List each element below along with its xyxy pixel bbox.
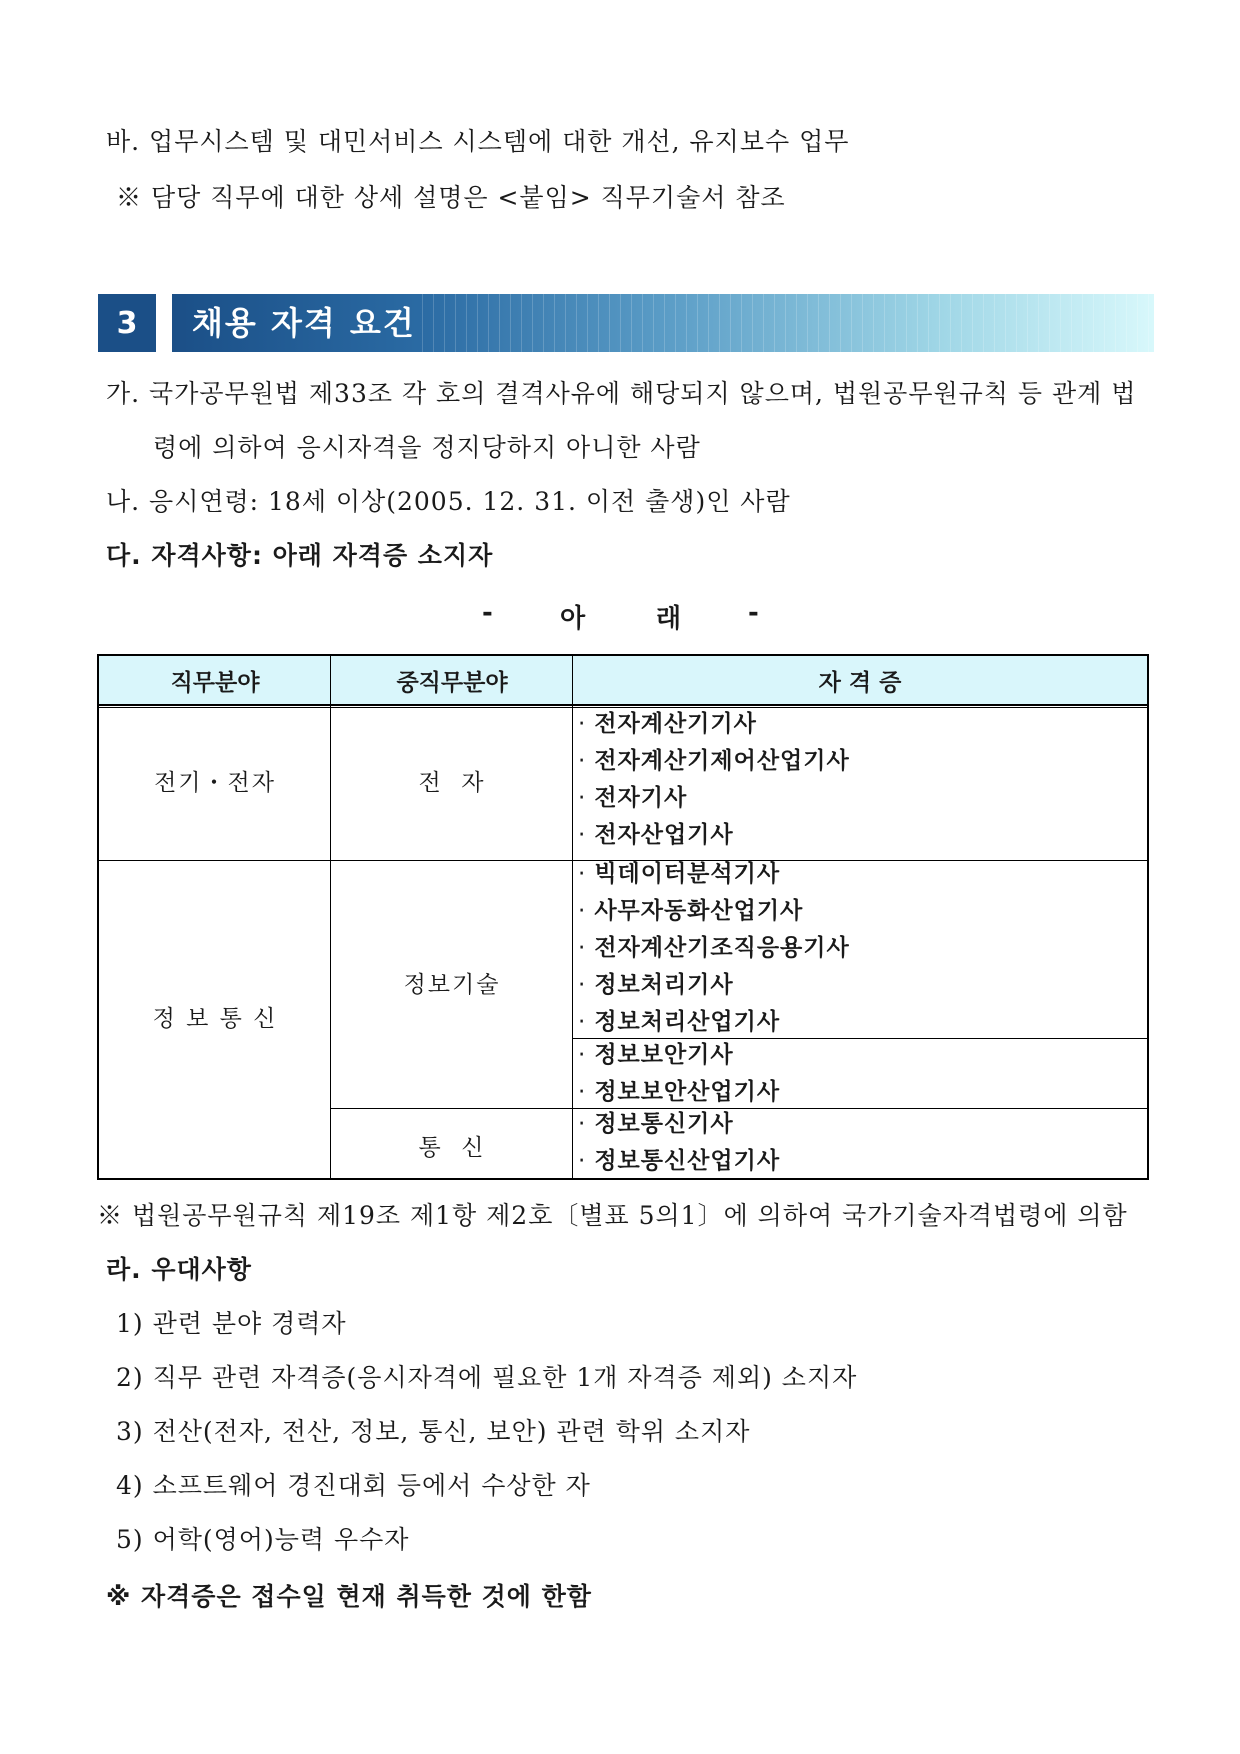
requirement-ga-line2: 령에 의하여 응시자격을 정지당하지 아니한 사람 — [153, 433, 701, 462]
field-info-comm: 정 보 통 신 — [152, 1006, 278, 1032]
preference-item: 5) 어학(영어)능력 우수자 — [116, 1525, 410, 1554]
requirement-ga-line1: 가. 국가공무원법 제33조 각 호의 결격사유에 해당되지 않으며, 법원공무원규칙 등 관계 법 — [106, 379, 1137, 408]
cert-item: · 정보보안산업기사 — [578, 1079, 781, 1105]
cert-item: · 전자계산기기사 — [578, 711, 757, 737]
below-a: 아 — [560, 604, 586, 634]
preference-item: 2) 직무 관련 자격증(응시자격에 필요한 1개 자격증 제외) 소지자 — [116, 1363, 858, 1392]
header-certificate: 자 격 증 — [573, 656, 1147, 704]
cert-item: · 정보통신기사 — [578, 1111, 734, 1137]
header-job-field: 직무분야 — [99, 656, 331, 704]
cert-item: · 전자산업기사 — [578, 822, 734, 848]
subfield-comm: 통 신 — [418, 1135, 486, 1161]
final-note: ※ 자격증은 접수일 현재 취득한 것에 한함 — [106, 1582, 592, 1611]
cert-item: · 전자계산기제어산업기사 — [578, 748, 850, 774]
cert-item: · 정보처리기사 — [578, 972, 734, 998]
cert-item: · 전자계산기조직응용기사 — [578, 935, 850, 961]
job-item-ba: 바. 업무시스템 및 대민서비스 시스템에 대한 개선, 유지보수 업무 — [106, 127, 850, 156]
job-description-note: ※ 담당 직무에 대한 상세 설명은 <붙임> 직무기술서 참조 — [116, 183, 786, 212]
subfield-info-tech: 정보기술 — [403, 972, 501, 998]
requirement-na: 나. 응시연령: 18세 이상(2005. 12. 31. 이전 출생)인 사람 — [106, 487, 791, 516]
cert-item: · 사무자동화산업기사 — [578, 898, 804, 924]
cert-item: · 전자기사 — [578, 785, 688, 811]
field-electric-electronic: 전기・전자 — [154, 770, 276, 796]
section-number: 3 — [98, 294, 156, 352]
cert-item: · 정보보안기사 — [578, 1042, 734, 1068]
cert-item: · 정보처리산업기사 — [578, 1009, 781, 1035]
cert-item: · 빅데이터분석기사 — [578, 861, 781, 887]
below-dash-left: - — [482, 598, 493, 628]
header-sub-field: 중직무분야 — [331, 656, 573, 704]
preference-item: 4) 소프트웨어 경진대회 등에서 수상한 자 — [116, 1471, 591, 1500]
preference-item: 3) 전산(전자, 전산, 정보, 통신, 보안) 관련 학위 소지자 — [116, 1417, 751, 1446]
preference-title: 라. 우대사항 — [106, 1255, 252, 1284]
cert-item: · 정보통신산업기사 — [578, 1148, 781, 1174]
requirement-da: 다. 자격사항: 아래 자격증 소지자 — [106, 541, 494, 570]
below-rae: 래 — [656, 604, 682, 634]
section-title: 채용 자격 요건 — [192, 304, 416, 342]
preference-item: 1) 관련 분야 경력자 — [116, 1309, 347, 1338]
below-dash-right: - — [748, 598, 759, 628]
table-footnote: ※ 법원공무원규칙 제19조 제1항 제2호〔별표 5의1〕에 의하여 국가기술자격법령에 의함 — [97, 1201, 1128, 1230]
subfield-electronic: 전 자 — [418, 770, 486, 796]
